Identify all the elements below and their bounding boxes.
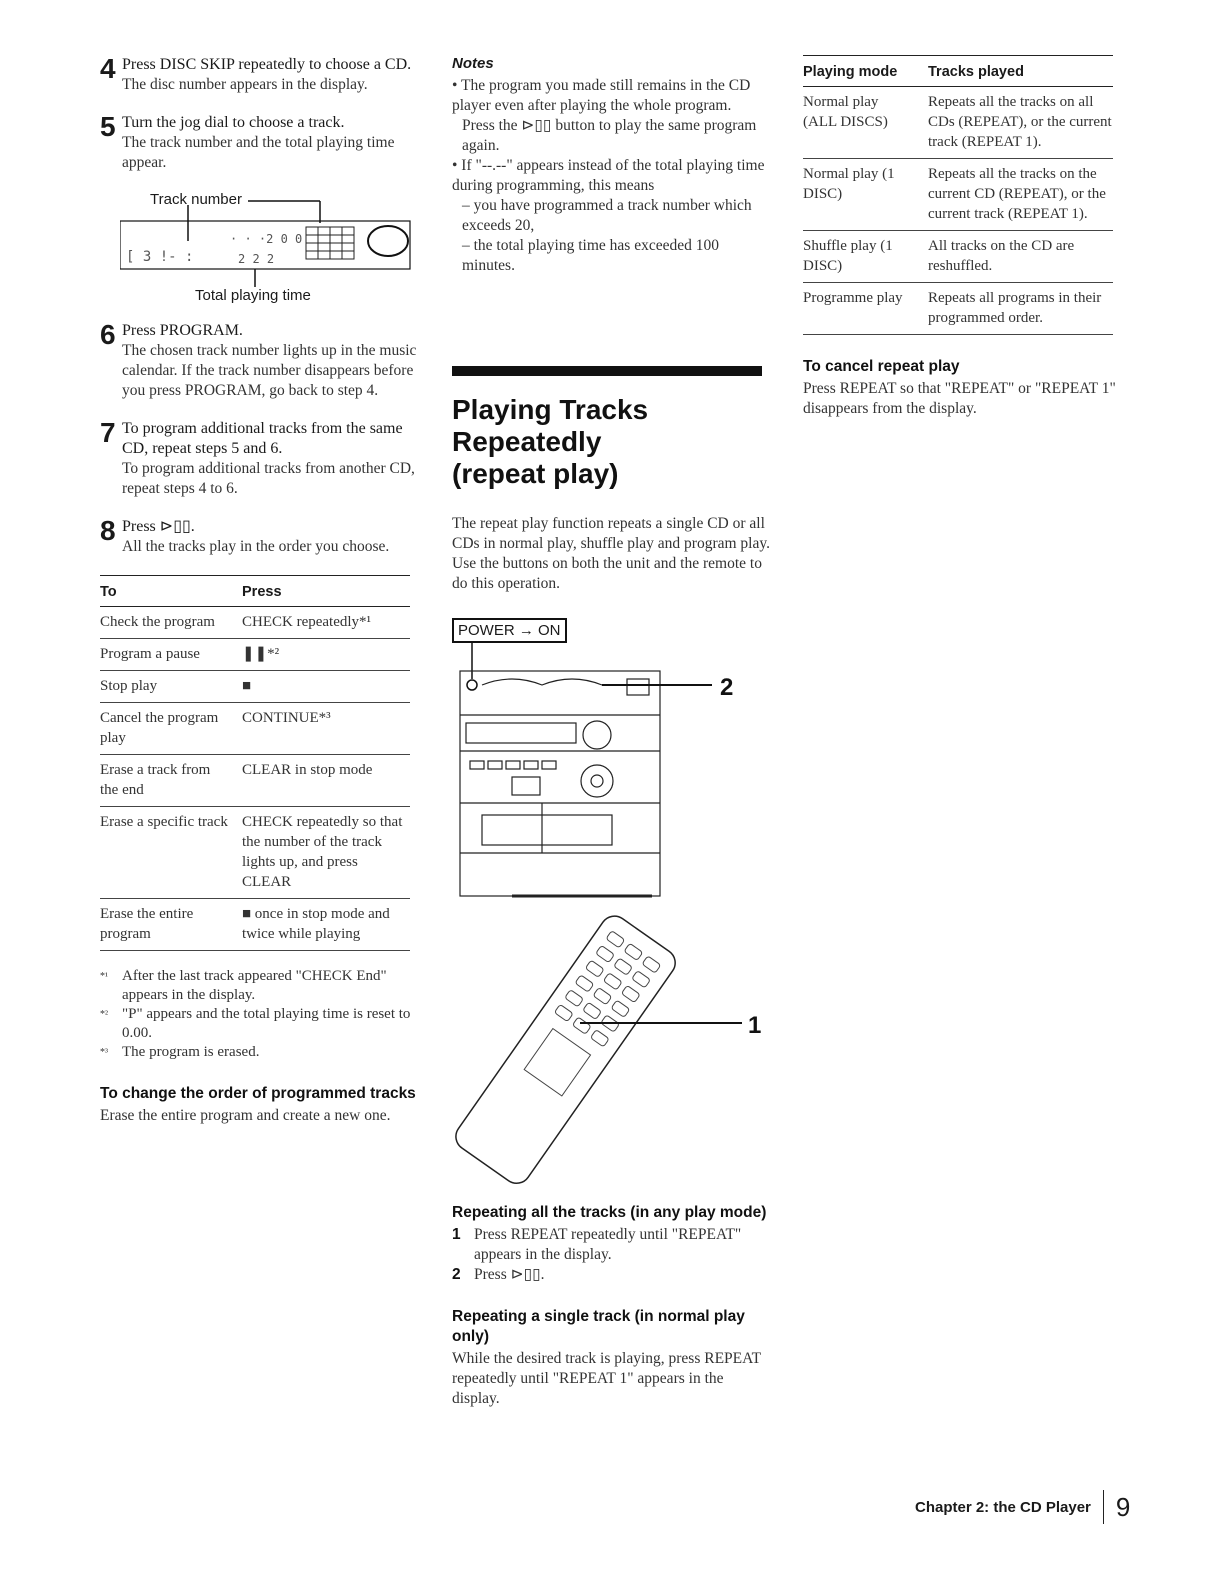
list-item: 2 Press ⊳▯▯. — [452, 1266, 545, 1283]
step-detail: All the tracks play in the order you choose. — [122, 538, 390, 555]
step-detail: The chosen track number lights up in the music calendar. If the track number disappears before you press PROGRAM, go back to step 4. — [122, 342, 417, 399]
stereo-and-remote-drawing — [452, 643, 772, 1203]
table-cell: Program a pause — [100, 639, 242, 671]
table-cell: CHECK repeatedly*¹ — [242, 607, 410, 639]
repeat-all-heading: Repeating all the tracks (in any play mode) — [452, 1204, 767, 1221]
list-item: 1 Press REPEAT repeatedly until "REPEAT" appears in the display. — [452, 1226, 742, 1263]
table-row — [100, 807, 410, 899]
repeat-single-text: While the desired track is playing, press REPEAT repeatedly until "REPEAT 1" appears in the display. — [452, 1350, 761, 1407]
footnotes — [100, 967, 420, 1062]
total-playing-time-label: Total playing time — [195, 287, 311, 304]
display-figure — [120, 191, 420, 311]
step-6 — [100, 321, 420, 401]
note-item: • The program you made still remains in the CD player even after playing the whole program. — [452, 77, 751, 114]
page-number: 9 — [1115, 1491, 1131, 1522]
step-number: 6 — [100, 319, 116, 350]
step-4 — [100, 55, 420, 95]
callout-1: 1 — [748, 1012, 762, 1039]
chapter-title: Chapter 2: the CD Player — [915, 1498, 1091, 1516]
step-7 — [100, 419, 420, 499]
notes — [452, 55, 772, 276]
table-row — [100, 755, 410, 807]
left-column — [100, 55, 420, 1126]
change-order-heading: To change the order of programmed tracks — [100, 1085, 416, 1102]
table-cell: Erase the entire program — [100, 899, 242, 951]
right-column — [803, 55, 1123, 419]
step-detail: The track number and the total playing time appear. — [122, 134, 395, 171]
note-item: – the total playing time has exceeded 100 minutes. — [462, 237, 719, 274]
table-cell: Repeats all programs in their programmed order. — [928, 283, 1113, 335]
change-order-text: Erase the entire program and create a new one. — [100, 1107, 391, 1124]
svg-text:· · ·2 0 0: · · ·2 0 0 — [230, 232, 303, 246]
table-cell: Shuffle play (1 DISC) — [803, 231, 928, 283]
step-instruction: To program additional tracks from the same CD, repeat steps 5 and 6. — [122, 420, 403, 457]
step-number: 8 — [100, 515, 116, 546]
notes-title: Notes — [452, 55, 494, 72]
section-rule — [452, 366, 762, 376]
svg-text:2 2 2: 2 2 2 — [238, 252, 275, 266]
step-detail: The disc number appears in the display. — [122, 76, 368, 93]
table-cell: Stop play — [100, 671, 242, 703]
table-cell: Repeats all the tracks on all CDs (REPEAT), or the current track (REPEAT 1). — [928, 87, 1113, 159]
step-number: 5 — [100, 111, 116, 142]
step-number: 4 — [100, 53, 116, 84]
page-footer — [915, 1490, 1130, 1524]
note-item: Press the ⊳▯▯ button to play the same program again. — [462, 117, 757, 154]
table-cell: Normal play (ALL DISCS) — [803, 87, 928, 159]
step-detail: To program additional tracks from another CD, repeat steps 4 to 6. — [122, 460, 415, 497]
table-cell: Check the program — [100, 607, 242, 639]
table-cell: CLEAR in stop mode — [242, 755, 410, 807]
repeat-single-heading: Repeating a single track (in normal play only) — [452, 1308, 745, 1345]
footnote: *³ The program is erased. — [100, 1044, 260, 1060]
table-cell: All tracks on the CD are reshuffled. — [928, 231, 1113, 283]
middle-column — [452, 55, 772, 1409]
note-item: • If "--.--" appears instead of the total playing time during programming, this means — [452, 157, 765, 194]
table-cell: CONTINUE*³ — [242, 703, 410, 755]
table-header: Tracks played — [928, 56, 1113, 87]
table-cell: ■ once in stop mode and twice while playing — [242, 899, 410, 951]
footnote: *¹ After the last track appeared "CHECK End" appears in the display. — [100, 968, 387, 1003]
step-instruction: Press DISC SKIP repeatedly to choose a CD. — [122, 56, 412, 73]
footer-divider — [1103, 1490, 1104, 1524]
callout-2: 2 — [720, 674, 734, 701]
table-cell: Normal play (1 DISC) — [803, 159, 928, 231]
table-cell: ❚❚*² — [242, 639, 410, 671]
table-cell: Erase a track from the end — [100, 755, 242, 807]
table-cell: ■ — [242, 671, 410, 703]
stereo-illustration — [452, 618, 772, 1203]
step-instruction: Press PROGRAM. — [122, 322, 243, 339]
section-title: Playing Tracks Repeatedly (repeat play) — [452, 394, 649, 489]
footnote: *² "P" appears and the total playing time is reset to 0.00. — [100, 1006, 411, 1041]
section-intro: The repeat play function repeats a single CD or all CDs in normal play, shuffle play and program play. — [452, 515, 770, 552]
table-row — [803, 159, 1113, 231]
step-instruction: Press ⊳▯▯. — [122, 518, 195, 535]
table-cell: CHECK repeatedly so that the number of the track lights up, and press CLEAR — [242, 807, 410, 899]
cancel-repeat-heading: To cancel repeat play — [803, 358, 960, 375]
table-row — [100, 671, 410, 703]
note-item: – you have programmed a track number which exceeds 20, — [462, 197, 752, 234]
playing-mode-table — [803, 55, 1113, 335]
table-header: To — [100, 576, 242, 607]
table-row — [803, 87, 1113, 159]
table-row — [100, 639, 410, 671]
table-row — [100, 607, 410, 639]
step-instruction: Turn the jog dial to choose a track. — [122, 114, 345, 131]
power-on-label: POWER → ON — [452, 618, 567, 643]
table-row — [803, 283, 1113, 335]
table-cell: Cancel the program play — [100, 703, 242, 755]
step-number: 7 — [100, 417, 116, 448]
section-intro: Use the buttons on both the unit and the remote to do this operation. — [452, 555, 762, 592]
program-control-table — [100, 575, 410, 951]
track-number-label: Track number — [150, 191, 242, 208]
table-cell: Erase a specific track — [100, 807, 242, 899]
table-cell: Programme play — [803, 283, 928, 335]
table-cell: Repeats all the tracks on the current CD (REPEAT), or the current track (REPEAT 1). — [928, 159, 1113, 231]
table-row — [100, 899, 410, 951]
table-header: Playing mode — [803, 56, 928, 87]
cancel-repeat-text: Press REPEAT so that "REPEAT" or "REPEAT 1" disappears from the display. — [803, 380, 1116, 417]
step-5 — [100, 113, 420, 173]
table-row — [100, 703, 410, 755]
svg-text:[ 3 !- :: [ 3 !- : — [126, 249, 194, 265]
repeat-all-steps — [452, 1225, 772, 1285]
step-8 — [100, 517, 420, 557]
table-header: Press — [242, 576, 410, 607]
table-row — [803, 231, 1113, 283]
